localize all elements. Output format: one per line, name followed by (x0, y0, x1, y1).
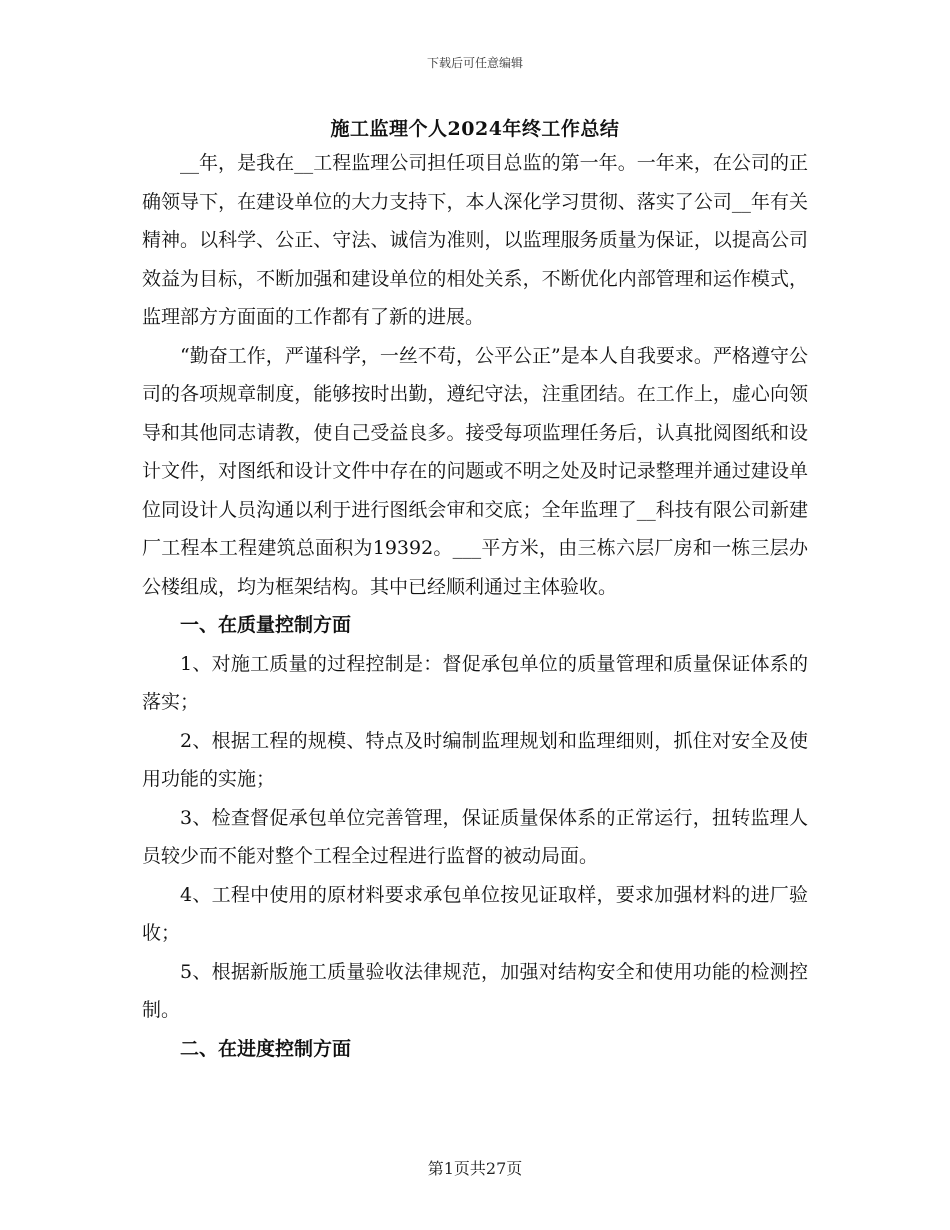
header-note: 下载后可任意编辑 (426, 56, 523, 70)
page-number: 第1页共27页 (427, 1159, 523, 1178)
paragraph-self-requirement: “勤奋工作，严谨科学，一丝不苟，公平公正”是本人自我要求。严格遵守公司的各项规章制度，能够按时出勤，遵纪守法，注重团结。在工作上，虚心向领导和其他同志请教，使自己受益良多。接受每项监理任务后，认真批阅图纸和设计文件，对图纸和设计文件中存在的问题或不明之处及时记录整理并通过建设单位同设计人员沟通以利于进行图纸会审和交底；全年监理了__科技有限公司新建厂工程本工程建筑总面积为19392。___平方米，由三栋六层厂房和一栋三层办公楼组成，均为框架结构。其中已经顺利通过主体验收。 (142, 344, 808, 598)
document-title: 施工监理个人2024年终工作总结 (330, 118, 620, 140)
document-body (142, 144, 808, 1068)
section-heading-schedule: 二、在进度控制方面 (180, 1037, 352, 1060)
list-item: 3、检查督促承包单位完善管理，保证质量保体系的正常运行，扭转监理人员较少而不能对整个工程全过程进行监督的被动局面。 (142, 806, 808, 867)
list-item: 1、对施工质量的过程控制是：督促承包单位的质量管理和质量保证体系的落实； (142, 652, 808, 713)
section-heading-quality: 一、在质量控制方面 (180, 614, 352, 636)
list-item: 4、工程中使用的原材料要求承包单位按见证取样，要求加强材料的进厂验收； (142, 883, 808, 944)
paragraph-intro: __年，是我在__工程监理公司担任项目总监的第一年。一年来，在公司的正确领导下，在建设单位的大力支持下，本人深化学习贯彻、落实了公司__年有关精神。以科学、公正、守法、诚信为准则，以监理服务质量为保证，以提高公司效益为目标，不断加强和建设单位的相处关系，不断优化内部管理和运作模式，监理部方方面面的工作都有了新的进展。 (142, 152, 808, 328)
list-item: 5、根据新版施工质量验收法律规范，加强对结构安全和使用功能的检测控制。 (142, 960, 808, 1021)
list-item: 2、根据工程的规模、特点及时编制监理规划和监理细则，抓住对安全及使用功能的实施； (142, 729, 808, 790)
